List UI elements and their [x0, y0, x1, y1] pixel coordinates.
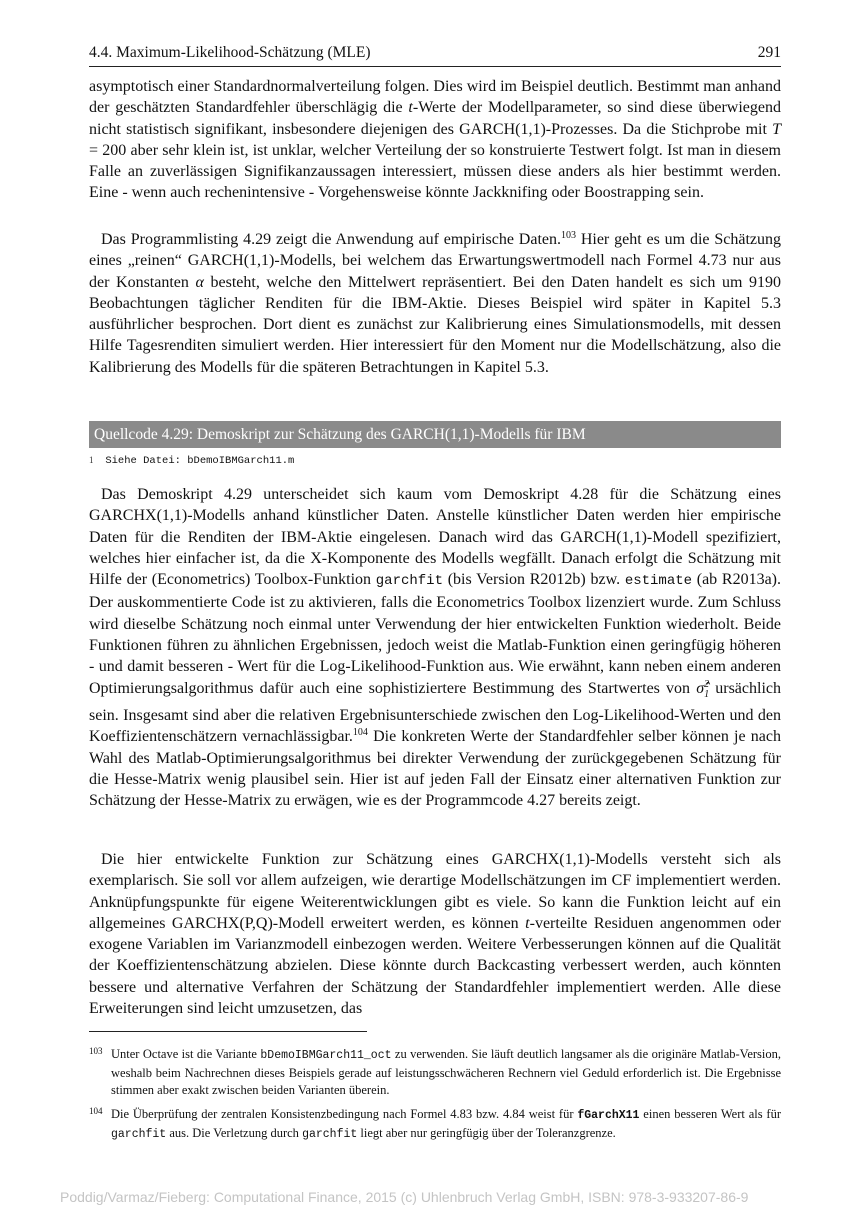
text: (ab R2013a). Der auskommentierte Code ist zu aktivieren, falls die Econometrics Toolbox lizenziert wurde. Zum Schluss wird dieselbe Schätzung noch einmal unter Verwendung der hier entwickelten Funktion wiederholt. Beide Funktionen führen zu ähnlichen Ergebnissen, jedoch weist die Matlab-Funktion einen geringfügig höheren - und damit besseren - Wert für die Log-Likelihood-Funktion aus. Wie erwähnt, kann neben einem anderen Optimierungsalgorithmus dafür auch eine sophistiziertere Bestimmung des Startwertes von: [89, 571, 782, 697]
section-title: 4.4. Maximum-Likelihood-Schätzung (MLE): [89, 44, 371, 61]
page-number: 291: [757, 44, 781, 61]
sigma-symbol: σ̂: [696, 679, 705, 697]
subscript: 1: [704, 688, 710, 700]
text: aus. Die Verletzung durch: [166, 1125, 303, 1140]
inline-code: bDemoIBMGarch11_oct: [260, 1049, 392, 1062]
text: Unter Octave ist die Variante: [111, 1047, 261, 1061]
code-text: Siehe Datei: bDemoIBMGarch11.m: [105, 455, 295, 467]
footnote-103: [89, 1046, 781, 1100]
text: liegt aber nur geringfügig über der Toleranzgrenze.: [357, 1125, 616, 1140]
text: besteht, welche den Mittelwert repräsentiert. Bei den Daten handelt es sich um 9190 Beobachtungen täglicher Renditen für die IBM-Aktie. Dieses Beispiel wird später in Kapitel 5.3 ausführlicher besprochen. Dort dient es zunächst zur Kalibrierung eines Simulationsmodells, mit dessen Hilfe Tagesrenditen simuliert werden. Hier interessiert für den Moment nur die Modellschätzung, also die Kalibrierung des Modells für die späteren Betrachtungen in Kapitel 5.3.: [89, 273, 781, 376]
text: zu verwenden. Sie läuft deutlich langsamer als die originäre Matlab-Version, weshalb beim Nachrechnen dieses Beispiels gerade auf leistungsschwächeren Rechnern viel Geduld erforderlich ist. Die Ergebnisse stimmen aber exakt zwischen beiden Varianten überein.: [111, 1047, 781, 1097]
text: einen besseren Wert als für: [639, 1107, 781, 1121]
superscript: 2: [704, 678, 710, 690]
text: Die konkreten Werte der Standardfehler selber können je nach Wahl des Matlab-Optimierungsalgorithmus bei direkter Verwendung der zurückgegebenen Schätzung für die Hesse-Matrix wenig plausibel sein. Hier ist auf jeden Fall der Einsatz einer alternativen Funktion zur Schätzung der Hesse-Matrix zu erwägen, wie es der Programmcode 4.27 bereits zeigt.: [89, 728, 781, 810]
running-header: [89, 44, 781, 67]
listing-caption: Quellcode 4.29: Demoskript zur Schätzung des GARCH(1,1)-Modells für IBM: [89, 421, 781, 448]
inline-code: fGarchX11: [577, 1109, 640, 1122]
copyright-watermark: Poddig/Varmaz/Fieberg: Computational Finance, 2015 (c) Uhlenbruch Verlag GmbH, ISBN: 978-3-933207-86-9: [60, 1189, 749, 1205]
inline-code: garchfit: [375, 573, 443, 590]
text: -verteilte Residuen angenommen oder exogene Variablen im Varianzmodell einbezogen werden. Weitere Verbesserungen können auf die Qualität der Koeffizientenschätzung abzielen. Diese könnte durch Backcasting verbessert werden, auch könnten bessere und alternative Verfahren der Schätzung der Standardfehler implementiert werden. Alle diese Erweiterungen sind leicht umzusetzen, das: [89, 914, 781, 1018]
text: Hier geht es um die Schätzung eines „reinen“ GARCH(1,1)-Modells, bei welchem das Erwartungswertmodell nach Formel 4.73 nur aus der Konstanten: [89, 231, 781, 291]
paragraph-1: [89, 76, 781, 204]
text: Das Programmlisting 4.29 zeigt die Anwendung auf empirische Daten.: [101, 231, 561, 248]
paragraph-2: [89, 229, 781, 378]
footnote-divider: [89, 1031, 367, 1032]
footnote-number: 104: [89, 1106, 103, 1116]
inline-code: estimate: [624, 573, 693, 590]
math-t: t: [408, 99, 413, 117]
text: Das Demoskript 4.29 unterscheidet sich kaum vom Demoskript 4.28 für die Schätzung eines GARCHX(1,1)-Modells anhand künstlicher Daten. Anstelle künstlicher Daten werden hier empirische Daten für die Renditen der IBM-Aktie eingelesen. Danach wird das GARCH(1,1)-Modell spezifiziert, welches hier einfacher ist, da die X-Komponente des Modells wegfällt. Danach erfolgt die Schätzung mit Hilfe der (Econometrics) Toolbox-Funktion: [89, 486, 781, 589]
text: asymptotisch einer Standardnormalverteilung folgen. Dies wird im Beispiel deutlich. Bestimmt man anhand der geschätzten Standardfehler überschlägig die: [89, 78, 781, 117]
text: Die hier entwickelte Funktion zur Schätzung eines GARCHX(1,1)-Modells versteht sich als exemplarisch. Sie soll vor allem aufzeigen, wie derartige Modellschätzungen im CF implementiert werden. Anknüpfungspunkte für eigene Weiterentwicklungen gibt es viele. So kann die Funktion leicht auf ein allgemeines GARCHX(P,Q)-Modell erweitert werden, es können: [89, 851, 781, 932]
inline-code: garchfit: [111, 1127, 167, 1141]
inline-code: garchfit: [302, 1127, 358, 1141]
math-t: t: [525, 914, 530, 932]
paragraph-4: [89, 849, 781, 1019]
footnote-body: [111, 1046, 781, 1100]
paragraph-3: [89, 484, 781, 812]
text: = 200 aber sehr klein ist, ist unklar, welcher Verteilung der so konstruierte Testwert folgt. Ist man in diesem Falle an zuverlässigen Signifikanzaussagen interessiert, müssen diese anders als hier bestimmt werden. Eine - wenn auch rechenintensive - Vorgehensweise könnte Jackknifing oder Boostrapping sein.: [89, 141, 781, 202]
footnote-104: [89, 1106, 781, 1143]
text: ursächlich sein. Insgesamt sind aber die relativen Ergebnisunterschiede zwischen den Log-Likelihood-Werten und den Koeffizientenschätzern vernachlässigbar.: [89, 679, 781, 746]
text: -Werte der Modellparameter, so sind diese überwiegend nicht statistisch signifikant, insbesondere diejenigen des GARCH(1,1)-Prozesses. Da die Stichprobe mit: [89, 99, 781, 138]
text: (bis Version R2012b) bzw.: [442, 571, 625, 589]
footnote-ref-104[interactable]: 104: [352, 727, 368, 739]
footnote-body: [111, 1106, 781, 1143]
footnote-ref-103[interactable]: 103: [560, 230, 576, 241]
math-sigma-hat: [696, 678, 710, 700]
line-number: 1: [89, 455, 94, 465]
footnote-number: 103: [89, 1046, 103, 1056]
math-alpha: α: [195, 273, 204, 291]
math-T: T: [772, 120, 781, 138]
listing-code-line: [89, 455, 294, 467]
text: Die Überprüfung der zentralen Konsistenzbedingung nach Formel 4.83 bzw. 4.84 weist für: [111, 1107, 578, 1121]
